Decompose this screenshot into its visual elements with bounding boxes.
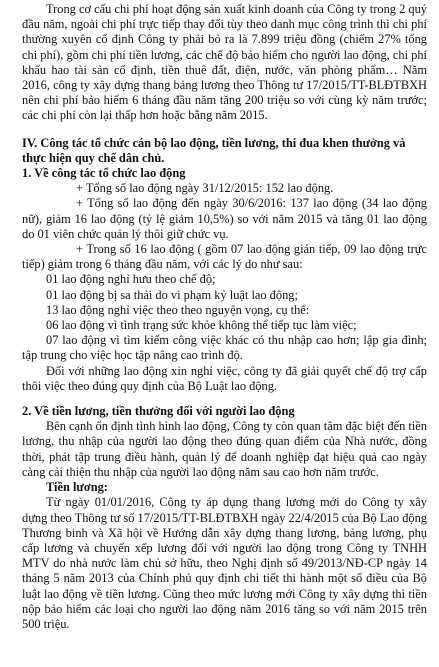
salary-paragraph: Từ ngày 01/01/2016, Công ty áp dụng thang lương mới do Công ty xây dựng theo Thông tư số 17/2015/TT-BLĐTBXH ngày 22/4/2015 của Bộ Lao động Thương binh và Xã hội về Hướng dẫn xây dựng thang lương, bảng lương, phụ cấp lương và chuyển xếp lương đối với người lao động trong Công ty TNHH MTV do nhà nước làm chủ sở hữu, theo Nghị định số 49/2013/NĐ-CP ngày 14 tháng 5 năm 2013 của Chính phủ quy định chi tiết thi hành một số điều của Bộ luật lao động về tiền lương. Cũng theo mức lương mới Công ty xây dựng thì tiền nộp bảo hiểm các loại cho người lao động năm 2016 tăng so với năm 2015 trên 500 triệu. <box>22 495 427 631</box>
intro-paragraph: Trong cơ cấu chi phí hoạt động sản xuất kinh doanh của Công ty trong 2 quý đầu năm, ngoài chi phí trực tiếp thay đổi tùy theo danh mục công trình thì chi phí thường xuyên cố định Công ty phải bỏ ra là 7.899 triệu đồng (chiếm 27% tổng chi phí), gồm chi phí tiền lương, các chế độ bảo hiểm cho người lao động, chi phí khấu hao tài sản cố định, tiền thuê đất, điện, nước, văn phòng phẩm… Năm 2016, công ty xây dựng thang bảng lương theo Thông tư 17/2015/TT-BLĐTBXH nên chi phí bảo hiểm 6 tháng đầu năm tăng 200 triệu so với cùng kỳ năm trước; các chi phí còn lại thấp hơn hoặc bằng năm 2015. <box>22 2 427 123</box>
staff-count-2016: + Tổng số lao động đến ngày 30/6/2016: 137 lao động (34 lao động nữ), giảm 16 lao động (tỷ lệ giảm 10,5%) so với năm 2015 và tăng 01 lao động do 01 viên chức quản lý thôi giữ chức vụ. <box>22 196 427 241</box>
section-2-heading: 2. Về tiền lương, tiền thưởng đối với người lao động <box>22 404 295 419</box>
staff-count-2015: + Tổng số lao động ngày 31/12/2015: 152 lao động. <box>76 181 334 196</box>
reason-other-jobs: 07 lao động vì tìm kiếm công việc khác có thu nhập cao hơn; lập gia đình; tập trung cho việc học tập nâng cao trình độ. <box>22 333 427 363</box>
staff-reduction-note: + Trong số 16 lao động ( gồm 07 lao động gián tiếp, 09 lao động trực tiếp) giảm trong 6 tháng đầu năm, với các lý do như sau: <box>22 242 427 272</box>
section-iv-heading: IV. Công tác tổ chức cán bộ lao động, tiền lương, thi đua khen thưởng và thực hiện quy chế dân chủ. <box>22 135 406 165</box>
salary-heading: Tiền lương: <box>46 480 108 495</box>
reason-resignation: 13 lao động nghỉ việc theo theo nguyện vọng, cụ thể: <box>46 302 310 317</box>
reason-dismissal: 01 lao động bị sa thải do vi phạm kỷ luật lao động; <box>46 287 298 302</box>
severance-paragraph: Đối với những lao động xin nghỉ việc, công ty đã giải quyết chế độ trợ cấp thôi việc theo đúng quy định của Bộ Luật lao động. <box>22 363 427 393</box>
reason-health: 06 lao động vì tình trạng sức khỏe không thể tiếp tục làm việc; <box>46 318 357 333</box>
section-1-heading: 1. Về công tác tổ chức lao động <box>22 166 186 181</box>
section-2-intro: Bên cạnh ổn định tình hình lao động, Công ty còn quan tâm đặc biệt đến tiền lương, thu nhập của người lao động theo đúng quan điểm của Nhà nước, đồng thời, phát tập trung điều hành, quản lý để doanh nghiệp đạt hiệu quả cao ngày càng cải thiện thu nhập của người lao động năm sau cao hơn năm trước. <box>22 419 427 479</box>
reason-retirement: 01 lao động nghỉ hưu theo chế độ; <box>46 272 216 287</box>
